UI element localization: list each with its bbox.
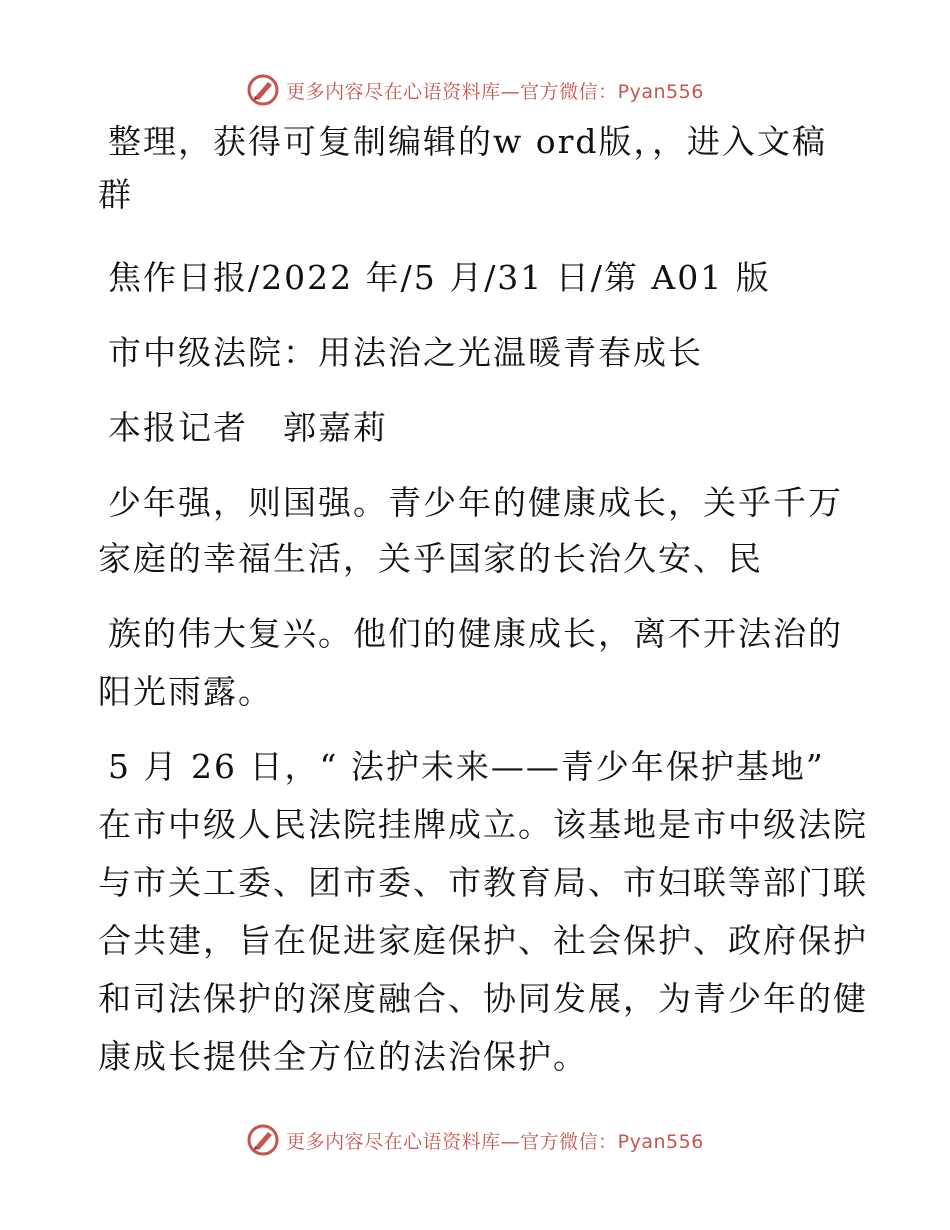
text-line: 合共建，旨在促进家庭保护、社会保护、政府保护 — [98, 921, 868, 960]
text-line: 整理，获得可复制编辑的w ord版，，进入文稿 — [108, 122, 828, 161]
text-line: 5 月 26 日，“ 法护未来——青少年保护基地” — [108, 747, 825, 786]
text-line: 和司法保护的深度融合、协同发展，为青少年的健 — [98, 979, 868, 1018]
text-line: 在市中级人民法院挂牌成立。该基地是市中级法院 — [98, 805, 868, 844]
byline: 本报记者 郭嘉莉 — [108, 408, 388, 447]
text-line: 家庭的幸福生活，关乎国家的长治久安、民 — [98, 539, 763, 578]
dateline: 焦作日报/2022 年/5 月/31 日/第 A01 版 — [108, 258, 771, 297]
text-line: 少年强，则国强。青少年的健康成长，关乎千万 — [108, 483, 843, 522]
footer-banner — [0, 1120, 950, 1160]
header-banner-text: 更多内容尽在心语资料库—官方微信：Pyan556 — [286, 80, 704, 103]
footer-banner-text: 更多内容尽在心语资料库—官方微信：Pyan556 — [286, 1130, 704, 1153]
article-title: 市中级法院：用法治之光温暖青春成长 — [108, 333, 703, 372]
text-line: 群 — [98, 175, 133, 214]
header-banner — [0, 70, 950, 110]
text-line: 与市关工委、团市委、市教育局、市妇联等部门联 — [98, 863, 868, 902]
text-line: 康成长提供全方位的法治保护。 — [98, 1037, 588, 1076]
pen-swirl-logo-icon — [246, 73, 280, 107]
pen-swirl-logo-icon — [246, 1123, 280, 1157]
text-line: 阳光雨露。 — [98, 672, 273, 711]
text-line: 族的伟大复兴。他们的健康成长，离不开法治的 — [108, 614, 843, 653]
